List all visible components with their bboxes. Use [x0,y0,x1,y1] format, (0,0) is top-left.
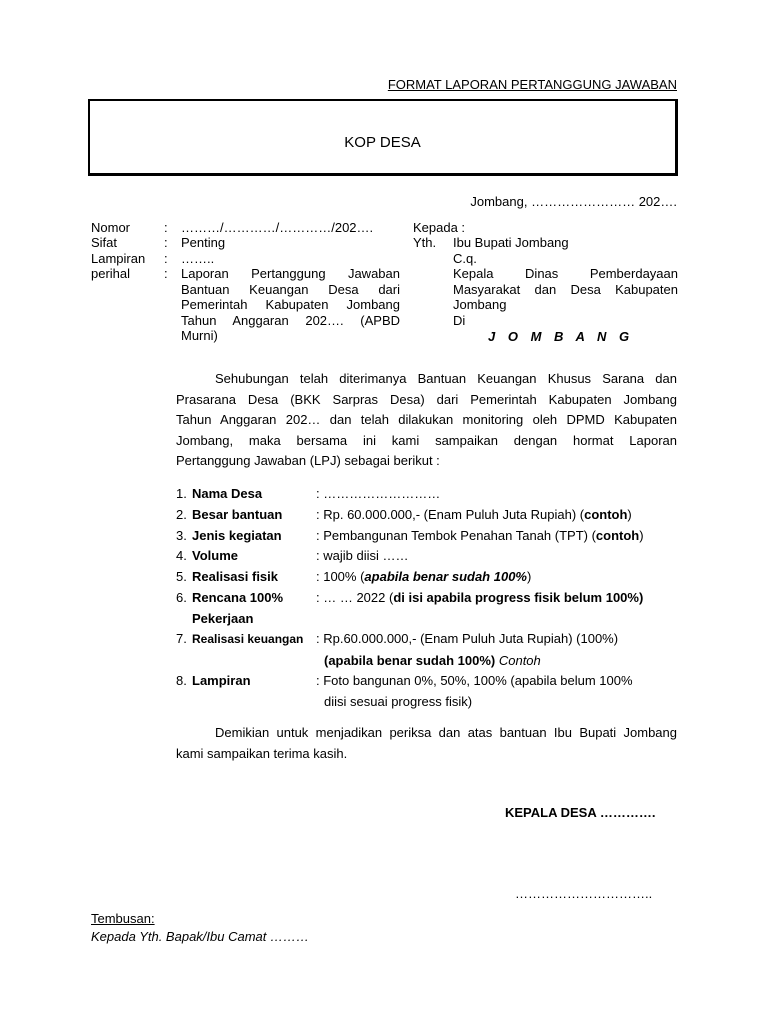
colon: : [164,266,168,281]
date-line: Jombang, …………………… 202…. [470,194,677,209]
recipient-city: J O M B A N G [488,329,634,344]
perihal-line: Laporan Pertanggung Jawaban [181,266,400,281]
cc-recipient: Kepada Yth. Bapak/Ibu Camat ……… [91,929,309,944]
item-value: : wajib diisi …… [316,548,409,563]
recipient-line: Masyarakat dan Desa Kabupaten [453,281,678,297]
item-number: 1. [176,486,187,501]
paragraph-line: Demikian untuk menjadikan periksa dan atas bantuan Ibu Bupati Jombang [215,725,677,740]
item-value: : Foto bangunan 0%, 50%, 100% (apabila belum 100% [316,673,633,688]
tembusan-label: Tembusan: [91,911,155,926]
colon: : [164,220,168,235]
item-label: Nama Desa [192,486,263,501]
item-value-continued: diisi sesuai progress fisik) [324,694,473,709]
item-number: 2. [176,507,187,522]
recipient-line: Jombang [453,297,507,313]
paragraph-line: kami sampaikan terima kasih. [176,745,348,761]
item-number: 7. [176,631,187,646]
item-value: : 100% (apabila benar sudah 100%) [316,569,532,584]
item-value: : Rp. 60.000.000,- (Enam Puluh Juta Rupiah) (contoh) [316,507,632,522]
paragraph-line: Tahun Anggaran 202… dan telah dilakukan monitoring oleh DPMD Kabupaten [176,412,677,427]
item-number: 3. [176,528,187,543]
item-label: Rencana 100% [192,590,284,605]
recipient-name: Ibu Bupati Jombang [453,235,569,250]
perihal-line: Bantuan Keuangan Desa dari [181,281,400,297]
perihal-line: Pemerintah Kabupaten Jombang [181,297,400,313]
lampiran-label: Lampiran [91,251,146,266]
item-label: Realisasi keuangan [192,632,304,646]
letterhead-title: KOP DESA [344,134,421,151]
lampiran-value: …….. [181,251,215,266]
item-value: : Pembangunan Tembok Penahan Tanah (TPT) (contoh) [316,528,644,543]
item-label: Volume [192,548,238,563]
item-number: 5. [176,569,187,584]
nomor-value: ………/…………/…………/202…. [181,220,374,235]
kepada-label: Kepada : [413,220,466,235]
item-value: : … … 2022 (di isi apabila progress fisik belum 100%) [316,590,644,605]
item-number: 4. [176,548,187,563]
closing-paragraph [176,723,677,764]
intro-paragraph [176,369,677,472]
item-number: 6. [176,590,187,605]
perihal-line: Murni) [181,328,218,344]
item-label: Jenis kegiatan [192,528,282,543]
item-number: 8. [176,673,187,688]
item-value: : ……………………… [316,486,441,501]
paragraph-line: Prasarana Desa (BKK Sarpras Desa) dari Pemerintah Kabupaten Jombang [176,391,677,407]
perihal-text [181,266,400,344]
perihal-label: perihal [91,266,131,281]
paragraph-line: Sehubungan telah diterimanya Bantuan Keuangan Khusus Sarana dan [215,371,677,386]
perihal-line: Tahun Anggaran 202…. (APBD [181,312,400,328]
format-title: FORMAT LAPORAN PERTANGGUNG JAWABAN [387,77,677,92]
cq-label: C.q. [453,251,477,266]
item-label-continued: Pekerjaan [192,611,254,626]
yth-label: Yth. [413,235,437,250]
paragraph-line: Jombang, maka bersama ini kami sampaikan dengan hormat Laporan [176,432,677,448]
nomor-label: Nomor [91,220,131,235]
item-label: Besar bantuan [192,507,283,522]
paragraph-line: Pertanggung Jawaban (LPJ) sebagai berikut : [176,453,440,468]
letterhead-box [88,99,678,176]
colon: : [164,235,168,250]
item-label: Realisasi fisik [192,569,278,584]
recipient-office [453,266,678,313]
recipient-line: Kepala Dinas Pemberdayaan [453,266,678,281]
item-value: : Rp.60.000.000,- (Enam Puluh Juta Rupiah) (100%) [316,631,619,646]
sifat-label: Sifat [91,235,118,250]
signature-name-placeholder: ………………………….. [515,886,653,901]
sifat-value: Penting [181,235,226,250]
item-label: Lampiran [192,673,251,688]
item-value-continued: (apabila benar sudah 100%) Contoh [324,653,541,668]
signature-title: KEPALA DESA …………. [505,805,656,820]
di-label: Di [453,313,466,328]
colon: : [164,251,168,266]
